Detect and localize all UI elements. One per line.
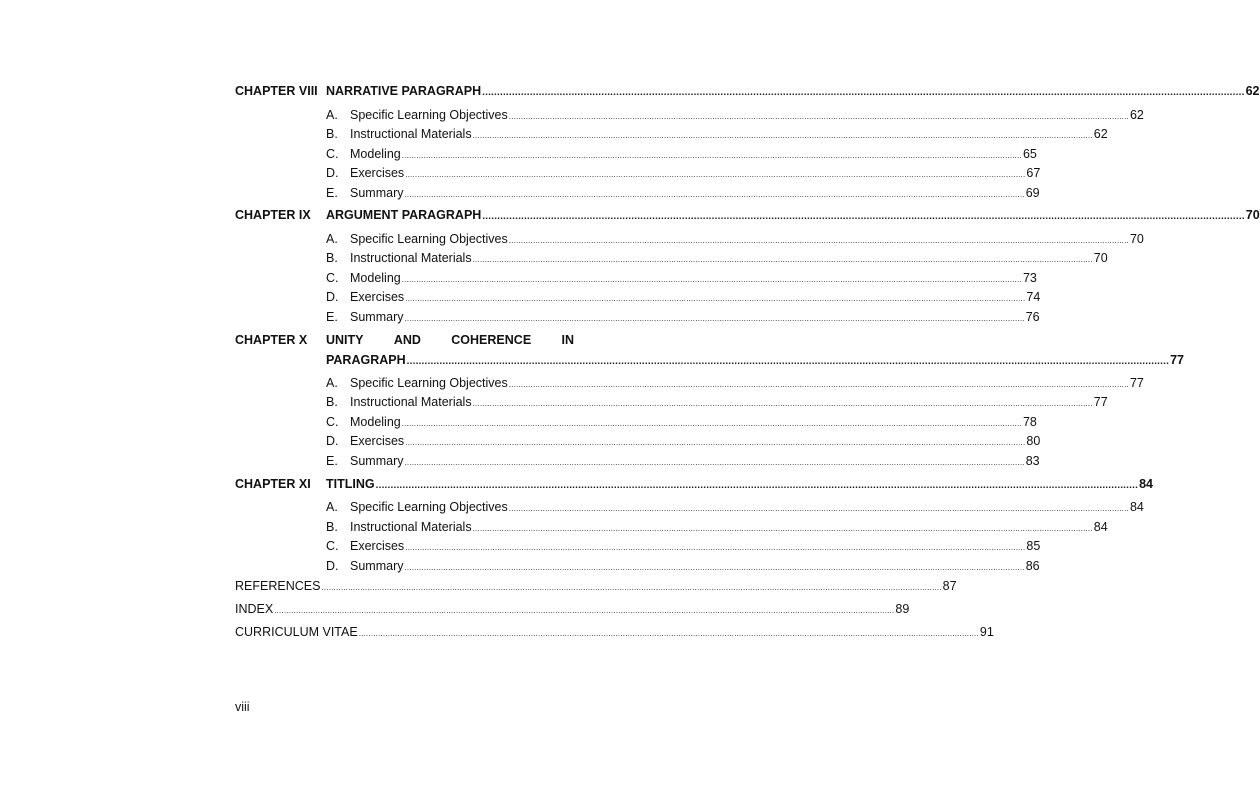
chapter-title: ARGUMENT PARAGRAPH: [326, 208, 482, 222]
page-number: 89: [895, 602, 910, 616]
section-entry: [326, 431, 1041, 451]
leader-dots: ................................................................................................................................................................................................................................................................: [405, 543, 1026, 552]
page-number: 73: [1022, 271, 1037, 285]
leader-dots: ................................................................................................................................................................................................................................................................: [405, 170, 1026, 179]
page-number: 85: [1026, 539, 1041, 553]
section-title: Instructional Materials: [350, 395, 472, 409]
chapter-title-word: IN: [561, 333, 574, 347]
section-entry: [326, 556, 1040, 576]
leader-dots: ................................................................................................................................................................................................................................................................: [472, 131, 1093, 140]
section-letter: D.: [326, 559, 339, 573]
section-entry: [326, 536, 1041, 556]
section-letter: B.: [326, 127, 338, 141]
section-entry: [326, 229, 1144, 249]
section-title: Modeling: [350, 271, 401, 285]
section-entry: [326, 517, 1108, 537]
section-entry: [326, 373, 1144, 393]
page-number: 65: [1022, 147, 1037, 161]
chapter-label: CHAPTER XI: [235, 477, 311, 491]
leader-dots: ................................................................................................................................................................................................................................................................: [401, 419, 1022, 428]
leader-dots: ................................................................................................................................................................................................................................................................: [508, 380, 1129, 389]
section-title: Summary: [350, 310, 404, 324]
page-number: 62: [1129, 108, 1144, 122]
leader-dots: ................................................................................................................................................................................................................................................................: [321, 583, 942, 592]
section-letter: C.: [326, 415, 339, 429]
section-title: Exercises: [350, 166, 405, 180]
section-title: Specific Learning Objectives: [350, 232, 508, 246]
page-number: 74: [1026, 290, 1041, 304]
page-number: 70: [1245, 208, 1260, 222]
leader-dots: ................................................................................................................................................................................................................................................................: [482, 87, 1245, 98]
page-number: 62: [1245, 84, 1260, 98]
chapter-title-word: AND: [393, 333, 421, 347]
section-title: Modeling: [350, 415, 401, 429]
leader-dots: ................................................................................................................................................................................................................................................................: [482, 211, 1245, 222]
section-title: Specific Learning Objectives: [350, 108, 508, 122]
section-letter: C.: [326, 539, 339, 553]
section-letter: B.: [326, 251, 338, 265]
section-title: Specific Learning Objectives: [350, 500, 508, 514]
chapter-heading-line-2: [326, 350, 1184, 370]
entry-title: CURRICULUM VITAE: [235, 625, 358, 639]
section-entry: [326, 497, 1144, 517]
section-entry: [326, 307, 1040, 327]
page-number: 80: [1026, 434, 1041, 448]
section-letter: C.: [326, 147, 339, 161]
page-number: 77: [1170, 353, 1184, 367]
section-entry: [326, 124, 1108, 144]
chapter-heading: [235, 474, 1153, 494]
leader-dots: ................................................................................................................................................................................................................................................................: [406, 356, 1170, 367]
leader-dots: ................................................................................................................................................................................................................................................................: [404, 563, 1025, 572]
chapter-label: CHAPTER X: [235, 333, 308, 347]
chapter-heading: [235, 330, 1184, 370]
page-number: 83: [1025, 454, 1040, 468]
leader-dots: ................................................................................................................................................................................................................................................................: [404, 314, 1025, 323]
leader-dots: ................................................................................................................................................................................................................................................................: [405, 294, 1026, 303]
leader-dots: ................................................................................................................................................................................................................................................................: [405, 438, 1026, 447]
entry-title: REFERENCES: [235, 579, 321, 593]
section-letter: A.: [326, 376, 338, 390]
leader-dots: ................................................................................................................................................................................................................................................................: [472, 255, 1093, 264]
page-number: 86: [1025, 559, 1040, 573]
leader-dots: ................................................................................................................................................................................................................................................................: [508, 236, 1129, 245]
toc-entry-index: [235, 599, 910, 619]
chapter-title: TITLING: [326, 477, 375, 491]
chapter-label: CHAPTER IX: [235, 208, 311, 222]
page-number: 84: [1129, 500, 1144, 514]
section-entry: [326, 392, 1108, 412]
page-number: 67: [1026, 166, 1041, 180]
section-letter: B.: [326, 395, 338, 409]
page-number: 91: [979, 625, 994, 639]
page-number: 84: [1139, 477, 1153, 491]
section-letter: E.: [326, 454, 338, 468]
section-entry: [326, 248, 1108, 268]
section-letter: E.: [326, 186, 338, 200]
chapter-heading-line-1: [235, 330, 619, 350]
section-letter: D.: [326, 290, 339, 304]
chapter-heading: [235, 81, 1260, 101]
leader-dots: ................................................................................................................................................................................................................................................................: [404, 190, 1025, 199]
section-title: Summary: [350, 454, 404, 468]
leader-dots: ................................................................................................................................................................................................................................................................: [508, 504, 1129, 513]
leader-dots: ................................................................................................................................................................................................................................................................: [472, 399, 1093, 408]
leader-dots: ................................................................................................................................................................................................................................................................: [401, 151, 1022, 160]
page-number: 78: [1022, 415, 1037, 429]
section-title: Exercises: [350, 290, 405, 304]
page-number: 77: [1093, 395, 1108, 409]
toc-entry-references: [235, 576, 957, 596]
section-title: Instructional Materials: [350, 251, 472, 265]
page-number: 70: [1129, 232, 1144, 246]
section-letter: A.: [326, 108, 338, 122]
leader-dots: ................................................................................................................................................................................................................................................................: [404, 458, 1025, 467]
section-title: Exercises: [350, 539, 405, 553]
chapter-heading: [235, 205, 1260, 225]
section-title: Exercises: [350, 434, 405, 448]
chapter-title-word: UNITY: [326, 333, 364, 347]
section-entry: [326, 163, 1041, 183]
page-number: 62: [1093, 127, 1108, 141]
section-entry: [326, 183, 1040, 203]
section-entry: [326, 105, 1144, 125]
page-folio: viii: [235, 700, 250, 714]
page-number: 84: [1093, 520, 1108, 534]
section-entry: [326, 412, 1037, 432]
page-number: 76: [1025, 310, 1040, 324]
chapter-label: CHAPTER VIII: [235, 84, 318, 98]
section-title: Instructional Materials: [350, 520, 472, 534]
section-title: Modeling: [350, 147, 401, 161]
chapter-title-line-1: [326, 330, 574, 350]
section-letter: E.: [326, 310, 338, 324]
chapter-title-word: COHERENCE: [451, 333, 532, 347]
section-title: Summary: [350, 559, 404, 573]
page-number: 77: [1129, 376, 1144, 390]
toc-entry-curriculum-vitae: [235, 622, 994, 642]
section-entry: [326, 451, 1040, 471]
leader-dots: ................................................................................................................................................................................................................................................................: [274, 606, 895, 615]
leader-dots: ................................................................................................................................................................................................................................................................: [508, 112, 1129, 121]
section-title: Instructional Materials: [350, 127, 472, 141]
section-letter: D.: [326, 434, 339, 448]
page-number: 87: [942, 579, 957, 593]
section-letter: A.: [326, 500, 338, 514]
section-title: Specific Learning Objectives: [350, 376, 508, 390]
section-letter: B.: [326, 520, 338, 534]
leader-dots: ................................................................................................................................................................................................................................................................: [358, 629, 979, 638]
section-entry: [326, 144, 1037, 164]
section-entry: [326, 268, 1037, 288]
chapter-title: NARRATIVE PARAGRAPH: [326, 84, 482, 98]
page-number: 69: [1025, 186, 1040, 200]
leader-dots: ................................................................................................................................................................................................................................................................: [401, 275, 1022, 284]
chapter-title-line-2: PARAGRAPH: [326, 353, 406, 367]
section-letter: A.: [326, 232, 338, 246]
section-title: Summary: [350, 186, 404, 200]
section-entry: [326, 287, 1041, 307]
leader-dots: ................................................................................................................................................................................................................................................................: [472, 524, 1093, 533]
section-letter: D.: [326, 166, 339, 180]
section-letter: C.: [326, 271, 339, 285]
page-number: 70: [1093, 251, 1108, 265]
leader-dots: ................................................................................................................................................................................................................................................................: [375, 480, 1139, 491]
entry-title: INDEX: [235, 602, 274, 616]
